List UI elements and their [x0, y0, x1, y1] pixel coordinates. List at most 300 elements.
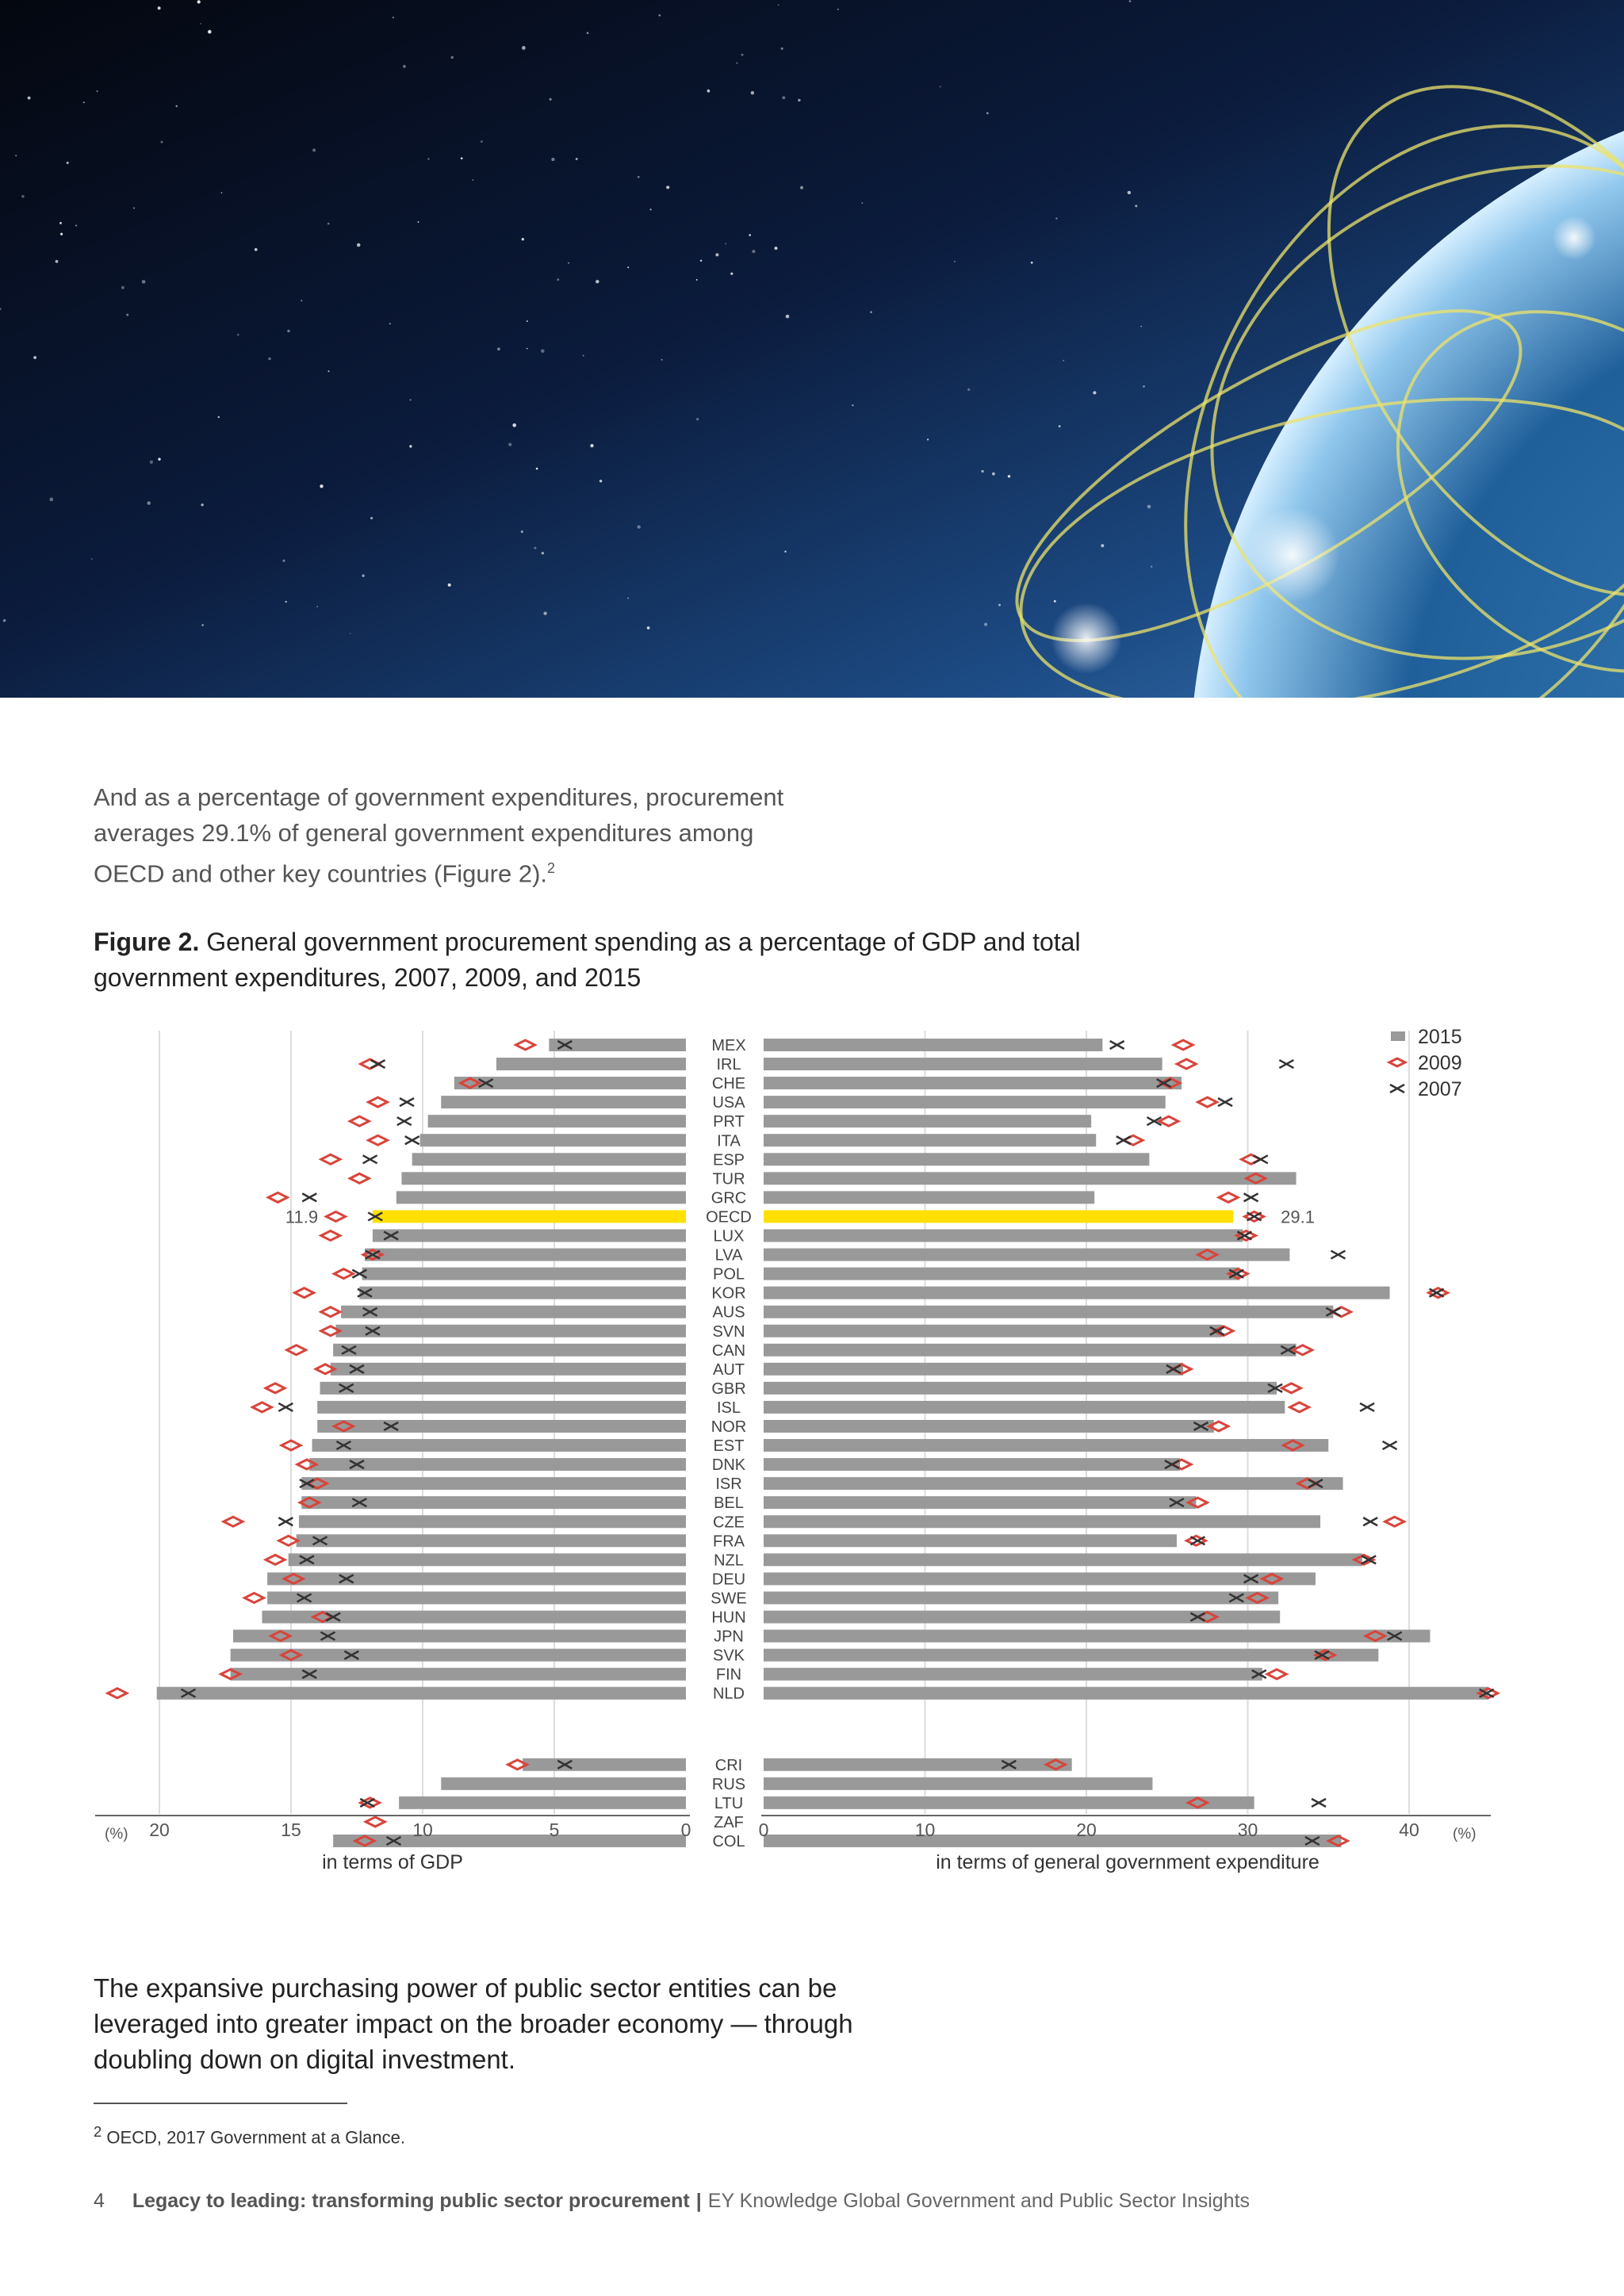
star — [1059, 425, 1061, 427]
legend-label-2015: 2015 — [1418, 1026, 1462, 1048]
expenditure-bar-2015 — [764, 1191, 1094, 1203]
star — [512, 423, 516, 427]
country-label: POL — [712, 1265, 745, 1284]
expenditure-marker-2007 — [1254, 1155, 1268, 1163]
star — [627, 598, 629, 599]
expenditure-bar-2015 — [764, 1306, 1333, 1318]
right-tick-label: 40 — [1399, 1820, 1419, 1840]
gdp-marker-2007 — [405, 1136, 419, 1144]
expenditure-bar-2015 — [764, 1268, 1239, 1280]
star — [49, 498, 53, 502]
figure-caption: Figure 2. General government procurement spending as a percentage of GDP and total government expenditures, 2007, 2009, and 2015 — [94, 928, 1081, 992]
country-label: ZAF — [714, 1813, 744, 1831]
expenditure-marker-2009 — [1385, 1517, 1404, 1526]
gdp-bar-2015 — [309, 1458, 686, 1471]
expenditure-bar-2015 — [764, 1287, 1390, 1299]
star — [1151, 566, 1152, 568]
expenditure-marker-2007 — [1363, 1517, 1377, 1525]
expenditure-marker-2007 — [1383, 1441, 1397, 1449]
gdp-bar-2015 — [496, 1058, 686, 1070]
star — [301, 300, 302, 301]
country-label: EST — [713, 1437, 745, 1456]
star — [775, 247, 778, 250]
gdp-bar-2015 — [320, 1382, 686, 1395]
star — [583, 355, 584, 357]
star — [557, 278, 559, 281]
star — [1031, 262, 1033, 264]
star — [940, 86, 941, 87]
gdp-bar-2015 — [299, 1515, 686, 1528]
gdp-marker-2009 — [266, 1383, 285, 1393]
star — [409, 445, 412, 447]
star — [543, 611, 546, 614]
star — [715, 253, 718, 256]
star — [568, 262, 569, 264]
expenditure-bar-2015 — [764, 1758, 1072, 1771]
star — [285, 601, 287, 603]
country-label: CRI — [714, 1756, 743, 1774]
gdp-marker-2007 — [400, 1098, 414, 1106]
gdp-marker-2007 — [397, 1117, 412, 1125]
star — [992, 473, 995, 476]
star — [736, 63, 737, 64]
star — [627, 266, 629, 268]
gdp-bar-2015 — [359, 1287, 686, 1299]
page-number: 4 — [94, 2190, 105, 2212]
star — [986, 112, 989, 114]
country-label: OECD — [706, 1208, 752, 1226]
expenditure-bar-2015 — [764, 1477, 1343, 1490]
expenditure-bar-2015 — [764, 1039, 1102, 1051]
star — [798, 99, 800, 101]
expenditure-bar-2015 — [764, 1572, 1316, 1585]
gdp-bar-2015 — [231, 1668, 686, 1681]
footer-subtitle: EY Knowledge Global Government and Public Sector Insights — [707, 2190, 1251, 2212]
star — [83, 101, 85, 103]
gdp-bar-2015 — [312, 1439, 686, 1452]
expenditure-marker-2007 — [1218, 1098, 1232, 1106]
star — [448, 584, 451, 587]
country-label: ISR — [715, 1475, 742, 1494]
left-tick-label: 15 — [281, 1820, 301, 1840]
star — [542, 552, 544, 554]
expenditure-bar-2015 — [764, 1534, 1177, 1547]
star — [927, 438, 929, 440]
expenditure-marker-2009 — [1198, 1097, 1217, 1107]
country-label: KOR — [711, 1284, 746, 1303]
star — [599, 480, 602, 482]
star — [576, 158, 578, 160]
country-label: JPN — [714, 1628, 744, 1646]
star — [15, 155, 17, 156]
gdp-marker-2009 — [268, 1192, 287, 1202]
star — [536, 468, 538, 470]
expenditure-marker-2009 — [1290, 1402, 1309, 1412]
expenditure-bar-2015 — [764, 1172, 1297, 1184]
star — [451, 56, 454, 59]
star — [21, 195, 25, 198]
gdp-bar-2015 — [333, 1835, 686, 1847]
star — [255, 248, 258, 251]
star — [327, 223, 330, 225]
star — [126, 314, 128, 316]
star — [221, 192, 223, 193]
page-footer: 4 Legacy to leading: transforming public sector procurement | EY Knowledge Global Government and Public Sector Insights — [94, 2190, 1251, 2212]
star — [1147, 505, 1151, 509]
star — [473, 179, 474, 181]
star — [508, 443, 511, 446]
star — [984, 623, 987, 626]
right-unit-label: (%) — [1453, 1826, 1477, 1843]
country-label: LUX — [713, 1227, 745, 1246]
hero-image — [0, 0, 1624, 698]
left-unit-label: (%) — [105, 1826, 128, 1843]
gdp-bar-2015 — [233, 1630, 686, 1643]
star — [75, 224, 77, 226]
expenditure-marker-2009 — [1177, 1059, 1196, 1069]
gdp-marker-2009 — [369, 1135, 388, 1145]
legend-label-2009: 2009 — [1418, 1052, 1462, 1074]
right-tick-label: 10 — [914, 1820, 936, 1840]
star — [268, 358, 271, 361]
star — [1143, 385, 1145, 388]
expenditure-bar-2015 — [764, 1553, 1362, 1566]
star — [696, 279, 698, 281]
expenditure-bar-2015 — [764, 1058, 1162, 1070]
gdp-marker-2009 — [266, 1555, 285, 1564]
legend-swatch-2015 — [1391, 1031, 1405, 1041]
country-label: NOR — [710, 1418, 747, 1436]
oecd-gdp-value-label: 11.9 — [285, 1207, 319, 1227]
country-label: FIN — [715, 1666, 742, 1684]
star — [852, 404, 853, 406]
star — [158, 457, 160, 460]
star — [201, 624, 204, 626]
country-label: RUS — [711, 1775, 746, 1793]
country-label: CHE — [711, 1075, 746, 1093]
expenditure-bar-2015 — [764, 1420, 1214, 1433]
country-label: AUT — [713, 1360, 745, 1379]
star — [541, 349, 544, 352]
star — [327, 370, 329, 372]
country-label: HUN — [711, 1609, 746, 1627]
gdp-bar-2015 — [157, 1687, 686, 1700]
star — [1008, 475, 1010, 477]
footnote-divider — [94, 2103, 347, 2104]
star — [97, 90, 98, 92]
star — [661, 359, 663, 361]
gdp-marker-2009 — [515, 1040, 534, 1050]
expenditure-marker-2009 — [1174, 1040, 1193, 1050]
procurement-chart — [0, 1015, 1624, 1887]
star — [800, 186, 803, 189]
star — [749, 234, 751, 236]
gdp-bar-2015 — [267, 1591, 686, 1604]
gdp-marker-2009 — [326, 1211, 345, 1221]
star — [197, 0, 201, 3]
star — [208, 30, 212, 34]
star — [142, 280, 146, 284]
right-tick-label: 20 — [1076, 1820, 1097, 1840]
country-label: ITA — [717, 1132, 741, 1150]
expenditure-bar-2015 — [764, 1777, 1152, 1790]
star — [730, 273, 733, 275]
expenditure-bar-2015 — [764, 1325, 1222, 1337]
star — [1063, 360, 1064, 362]
gdp-marker-2009 — [350, 1173, 369, 1183]
star — [403, 65, 406, 68]
country-label: DEU — [711, 1571, 746, 1589]
star — [1093, 391, 1096, 394]
gdp-marker-2009 — [334, 1269, 353, 1279]
gdp-bar-2015 — [454, 1077, 686, 1089]
country-label: CAN — [711, 1341, 746, 1360]
country-label: GRC — [710, 1189, 747, 1207]
star — [60, 233, 63, 235]
star — [237, 334, 239, 336]
gdp-marker-2009 — [369, 1097, 388, 1107]
expenditure-marker-2007 — [1110, 1041, 1124, 1049]
country-label: ESP — [712, 1151, 745, 1169]
gdp-bar-2015 — [401, 1172, 686, 1184]
gdp-bar-2015 — [365, 1249, 686, 1261]
star — [147, 501, 150, 504]
gdp-bar-2015 — [441, 1096, 686, 1108]
star — [410, 399, 412, 400]
gdp-bar-2015 — [396, 1191, 686, 1203]
right-tick-label: 0 — [758, 1820, 769, 1840]
star — [967, 388, 970, 391]
figure-label: Figure 2. — [94, 928, 200, 956]
expenditure-bar-2015 — [764, 1439, 1328, 1452]
legend-label-2007: 2007 — [1418, 1078, 1462, 1100]
gdp-bar-2015 — [441, 1777, 686, 1790]
legend-swatch-2009 — [1389, 1058, 1405, 1066]
gdp-bar-2015 — [289, 1553, 686, 1566]
gdp-marker-2009 — [252, 1402, 271, 1412]
country-label: NZL — [714, 1552, 744, 1570]
gdp-bar-2015 — [317, 1401, 686, 1414]
star — [521, 530, 523, 533]
star — [725, 243, 726, 244]
star — [150, 461, 153, 464]
expenditure-marker-2009 — [1267, 1670, 1286, 1679]
gdp-bar-2015 — [373, 1230, 686, 1242]
gdp-marker-2007 — [371, 1060, 385, 1068]
star — [981, 470, 983, 473]
star — [751, 91, 755, 95]
gdp-bar-2015 — [335, 1325, 686, 1337]
expenditure-bar-2015 — [764, 1687, 1488, 1700]
right-axis-title: in terms of general government expenditure — [936, 1851, 1320, 1873]
expenditure-bar-2015 — [764, 1401, 1285, 1414]
star — [160, 141, 163, 144]
star — [870, 312, 871, 313]
star — [781, 48, 783, 50]
star — [782, 96, 785, 99]
star — [418, 221, 419, 223]
gdp-bar-2015 — [297, 1534, 686, 1547]
gdp-bar-2015 — [301, 1477, 686, 1490]
gdp-bar-2015 — [523, 1758, 686, 1771]
gdp-marker-2009 — [295, 1288, 314, 1298]
star — [998, 604, 1001, 607]
left-tick-label: 20 — [149, 1820, 170, 1840]
star — [461, 157, 463, 159]
star — [550, 98, 552, 101]
expenditure-bar-2015 — [764, 1797, 1254, 1809]
expenditure-bar-2015 — [764, 1077, 1182, 1089]
gdp-marker-2009 — [108, 1689, 127, 1698]
gdp-bar-2015 — [399, 1797, 686, 1809]
star — [590, 444, 593, 447]
star — [282, 560, 285, 562]
star — [201, 503, 203, 506]
star — [481, 140, 483, 143]
star — [752, 250, 755, 253]
closing-paragraph: The expansive purchasing power of public sector entities can be leveraged into greater impact on the broader economy — through doubling down on digital investment. — [94, 1973, 853, 2074]
expenditure-marker-2009 — [1242, 1154, 1261, 1164]
expenditure-bar-2015 — [764, 1363, 1183, 1376]
star — [954, 261, 956, 262]
star — [67, 162, 69, 164]
star — [658, 14, 661, 17]
star — [534, 547, 536, 549]
star — [393, 17, 394, 18]
country-label: MEX — [711, 1037, 746, 1054]
star — [1128, 191, 1131, 194]
footer-title: Legacy to leading: transforming public sector procurement — [132, 2190, 690, 2212]
gdp-bar-2015 — [420, 1134, 686, 1146]
star — [1140, 326, 1142, 327]
gdp-bar-2015 — [341, 1306, 686, 1318]
star — [320, 484, 323, 488]
gdp-bar-2015 — [412, 1153, 686, 1165]
country-label: GBR — [711, 1380, 746, 1398]
country-label: SWE — [710, 1590, 747, 1608]
gdp-marker-2009 — [321, 1307, 340, 1317]
gdp-bar-2015 — [331, 1363, 686, 1376]
star — [527, 320, 528, 322]
star — [861, 202, 863, 204]
expenditure-marker-2009 — [1219, 1192, 1238, 1202]
country-label: CZE — [713, 1513, 745, 1532]
gdp-marker-2009 — [321, 1231, 340, 1241]
star — [707, 90, 710, 93]
star — [350, 633, 351, 634]
expenditure-marker-2007 — [1244, 1193, 1258, 1201]
star — [522, 46, 526, 50]
expenditure-bar-2015 — [764, 1515, 1320, 1528]
footnote: $^2$ OECD, 2017 Government at a Glance. — [94, 2123, 405, 2148]
star — [497, 347, 500, 350]
country-label: DNK — [711, 1456, 746, 1475]
expenditure-bar-2015 — [764, 1249, 1289, 1261]
expenditure-bar-2015 — [764, 1649, 1378, 1662]
star — [427, 158, 429, 159]
expenditure-marker-2007 — [1279, 1060, 1293, 1068]
expenditure-bar-2015 — [764, 1134, 1096, 1146]
star — [175, 105, 177, 107]
expenditure-bar-2015 — [764, 1153, 1149, 1165]
left-tick-label: 5 — [549, 1820, 560, 1840]
gdp-bar-2015 — [317, 1420, 686, 1433]
left-tick-label: 10 — [412, 1820, 433, 1840]
gdp-bar-2015 — [373, 1210, 686, 1223]
star — [700, 259, 703, 262]
star — [133, 208, 135, 209]
gdp-marker-2009 — [321, 1154, 340, 1164]
country-label: TUR — [712, 1170, 745, 1188]
star — [527, 348, 528, 350]
star — [551, 158, 554, 161]
star — [287, 330, 289, 332]
star — [357, 243, 361, 247]
expenditure-marker-2009 — [1159, 1116, 1178, 1126]
star — [316, 606, 318, 607]
country-label: BEL — [714, 1494, 744, 1513]
star — [59, 222, 62, 224]
expenditure-bar-2015 — [764, 1096, 1166, 1108]
star — [121, 286, 124, 289]
expenditure-bar-2015 — [764, 1668, 1262, 1681]
right-tick-label: 30 — [1237, 1820, 1258, 1840]
star — [312, 148, 316, 151]
star — [56, 260, 59, 263]
expenditure-marker-2007 — [1312, 1799, 1326, 1807]
star — [1129, 0, 1132, 2]
country-label: LVA — [714, 1246, 743, 1265]
expenditure-bar-2015 — [764, 1230, 1243, 1242]
left-tick-label: 0 — [680, 1820, 691, 1840]
star — [638, 176, 640, 178]
country-label: PRT — [713, 1113, 745, 1131]
country-label: USA — [712, 1094, 745, 1112]
gdp-marker-2009 — [245, 1593, 264, 1602]
star — [91, 558, 93, 560]
star — [370, 517, 373, 519]
star — [200, 23, 201, 25]
star — [389, 323, 391, 324]
star — [1054, 600, 1056, 603]
expenditure-bar-2015 — [764, 1591, 1278, 1604]
country-label: ISL — [716, 1399, 741, 1417]
gdp-bar-2015 — [267, 1572, 686, 1585]
expenditure-bar-2015 — [764, 1630, 1430, 1643]
star — [650, 209, 652, 210]
expenditure-bar-2015 — [764, 1344, 1297, 1357]
star — [784, 551, 786, 553]
star — [666, 186, 669, 189]
expenditure-bar-2015 — [764, 1382, 1277, 1395]
star — [3, 619, 6, 622]
star — [696, 418, 699, 420]
star — [638, 525, 641, 528]
intro-paragraph: And as a percentage of government expenditures, procurement averages 29.1% of general government expenditures among OECD and other key countries (Figure 2).$^2$ — [94, 783, 784, 888]
country-label: AUS — [712, 1303, 745, 1322]
expenditure-marker-2009 — [1281, 1383, 1300, 1393]
country-label: FRA — [713, 1533, 745, 1551]
gdp-marker-2007 — [302, 1193, 316, 1201]
expenditure-marker-2007 — [1331, 1251, 1345, 1259]
gdp-marker-2009 — [287, 1345, 306, 1355]
gdp-marker-2009 — [224, 1517, 243, 1526]
gdp-marker-2009 — [366, 1817, 385, 1827]
left-axis-title: in terms of GDP — [322, 1851, 463, 1873]
gdp-bar-2015 — [549, 1039, 686, 1051]
star — [33, 356, 36, 359]
star — [786, 315, 790, 319]
